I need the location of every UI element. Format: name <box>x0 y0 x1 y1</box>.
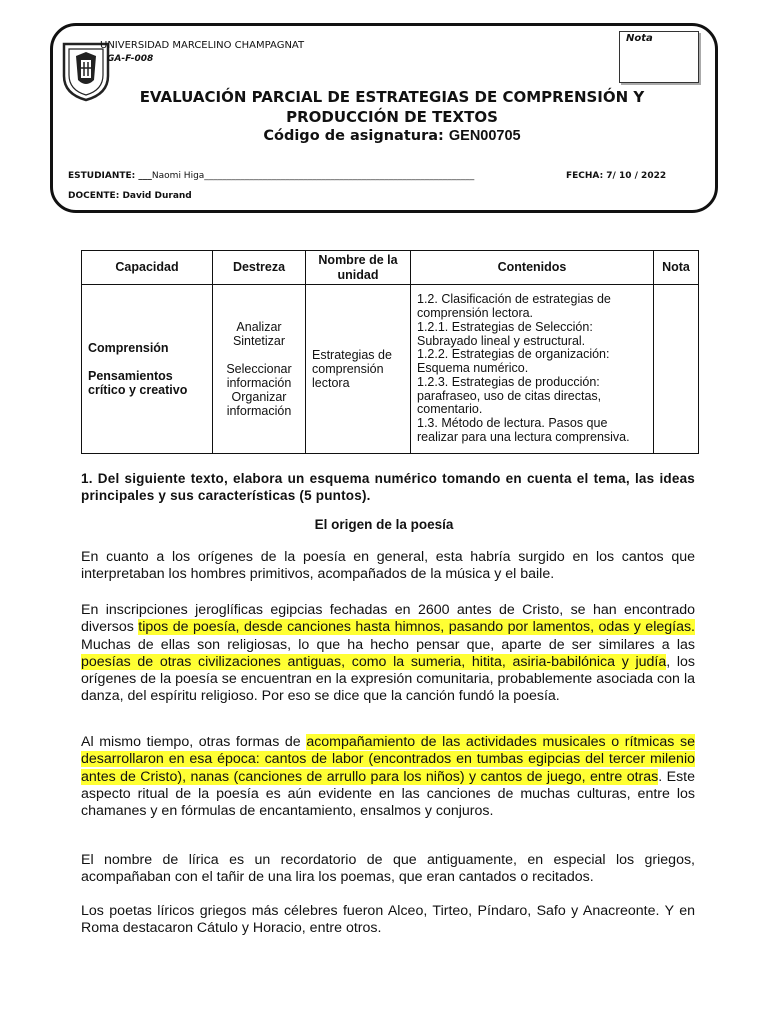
col-contenidos: Contenidos <box>411 251 654 285</box>
grade-label: Nota <box>626 33 653 44</box>
course-code-label: Código de asignatura: <box>263 128 449 144</box>
p2-text: Muchas de ellas son religiosas, lo que ha hecho pensar que, aparte de ser similares a las <box>81 636 695 653</box>
cell-contenidos <box>411 285 654 454</box>
paragraph-2 <box>81 602 695 706</box>
teacher-line <box>68 191 192 201</box>
p2-text: , los orígenes de la poesía se encuentran en la expresión comunitaria, probablemente asociada con la danza, del espíritu religioso. Por eso se dice que la canción fundó la poesía. <box>81 653 695 705</box>
form-code: GA-F-008 <box>107 54 154 64</box>
table-header-row <box>82 251 699 285</box>
competency-table <box>81 250 699 454</box>
cell-nota[interactable] <box>654 285 699 454</box>
destreza-3: Seleccionar información <box>226 362 292 390</box>
destreza-2: Sintetizar <box>232 334 286 348</box>
content-item: 1.2.3. Estrategias de producción: parafraseo, uso de citas directas, comentario. <box>417 374 602 417</box>
content-item: 1.3. Método de lectura. Pasos que realizar para una lectura comprensiva. <box>417 416 630 445</box>
course-code-line <box>90 128 694 144</box>
capacidad-2: Pensamientos crítico y creativo <box>88 369 188 397</box>
cell-capacidad <box>82 285 213 454</box>
content-item: 1.2.2. Estrategias de organización: Esquema numérico. <box>417 347 610 376</box>
passage-title: El origen de la poesía <box>314 517 454 532</box>
p3-text: . Este aspecto ritual de la poesía es aún evidente en las canciones de muchas culturas, entre los chamanes y en fórmulas de encantamiento, ensalmos y conjuros. <box>81 768 695 820</box>
teacher-label: DOCENTE: <box>68 191 123 201</box>
course-code: GEN00705 <box>448 128 521 144</box>
student-name[interactable]: Naomi Higa____________________________________________________________ <box>151 171 475 181</box>
university-name: UNIVERSIDAD MARCELINO CHAMPAGNAT <box>100 40 305 51</box>
question-1: 1. Del siguiente texto, elabora un esquema numérico tomando en cuenta el tema, las ideas principales y sus características (5 puntos). <box>81 471 695 503</box>
exam-title: EVALUACIÓN PARCIAL DE ESTRATEGIAS DE COMPRENSIÓN Y PRODUCCIÓN DE TEXTOS <box>139 88 645 126</box>
highlight: tipos de poesía, desde canciones hasta himnos, pasando por lamentos, odas y elegías. <box>138 619 695 636</box>
cell-destreza <box>213 285 306 454</box>
destreza-1: Analizar <box>236 320 282 334</box>
highlight: poesías de otras civilizaciones antiguas, como la sumeria, hitita, asiria-babilónica y judía <box>81 653 667 670</box>
paragraph-3 <box>81 734 695 820</box>
grade-box[interactable] <box>619 31 699 83</box>
content-item: 1.2.1. Estrategias de Selección: Subrayado lineal y estructural. <box>417 319 593 348</box>
paragraph-1: En cuanto a los orígenes de la poesía en general, esta habría surgido en los cantos que interpretaban los hombres primitivos, acompañados de la música y el baile. <box>81 549 695 583</box>
highlight: acompañamiento de las actividades musicales o rítmicas se desarrollaron en esa época: cantos de labor (encontrados en tumbas egipcias del tercer milenio antes de Cristo), nanas (canciones de arrullo para los niños) y cantos de juego, entre otras <box>81 734 695 785</box>
col-unidad: Nombre de la unidad <box>306 251 411 285</box>
col-destreza: Destreza <box>213 251 306 285</box>
destreza-4: Organizar información <box>226 390 292 418</box>
exam-date: FECHA: 7/ 10 / 2022 <box>566 171 667 181</box>
p2-text: En inscripciones jeroglíficas egipcias fechadas en 2600 antes de Cristo, se han encontrado diversos <box>81 602 695 636</box>
paragraph-5: Los poetas líricos griegos más célebres fueron Alceo, Tirteo, Píndaro, Safo y Anacreonte. Y en Roma destacaron Cátulo y Horacio, entre otros. <box>81 903 695 937</box>
student-line <box>68 171 474 181</box>
cell-unidad: Estrategias de comprensión lectora <box>306 285 411 454</box>
teacher-name: David Durand <box>122 191 192 201</box>
p3-text: Al mismo tiempo, otras formas de <box>81 734 307 750</box>
paragraph-4: El nombre de lírica es un recordatorio de que antiguamente, en especial los griegos, acompañaban con el tañir de una lira los poemas, que eran cantados o recitados. <box>81 852 695 886</box>
content-item: 1.2. Clasificación de estrategias de comprensión lectora. <box>417 292 611 320</box>
col-nota: Nota <box>654 251 699 285</box>
student-label: ESTUDIANTE: ___ <box>68 171 152 181</box>
capacidad-1: Comprensión <box>88 341 169 355</box>
col-capacidad: Capacidad <box>82 251 213 285</box>
table-row <box>82 285 699 454</box>
